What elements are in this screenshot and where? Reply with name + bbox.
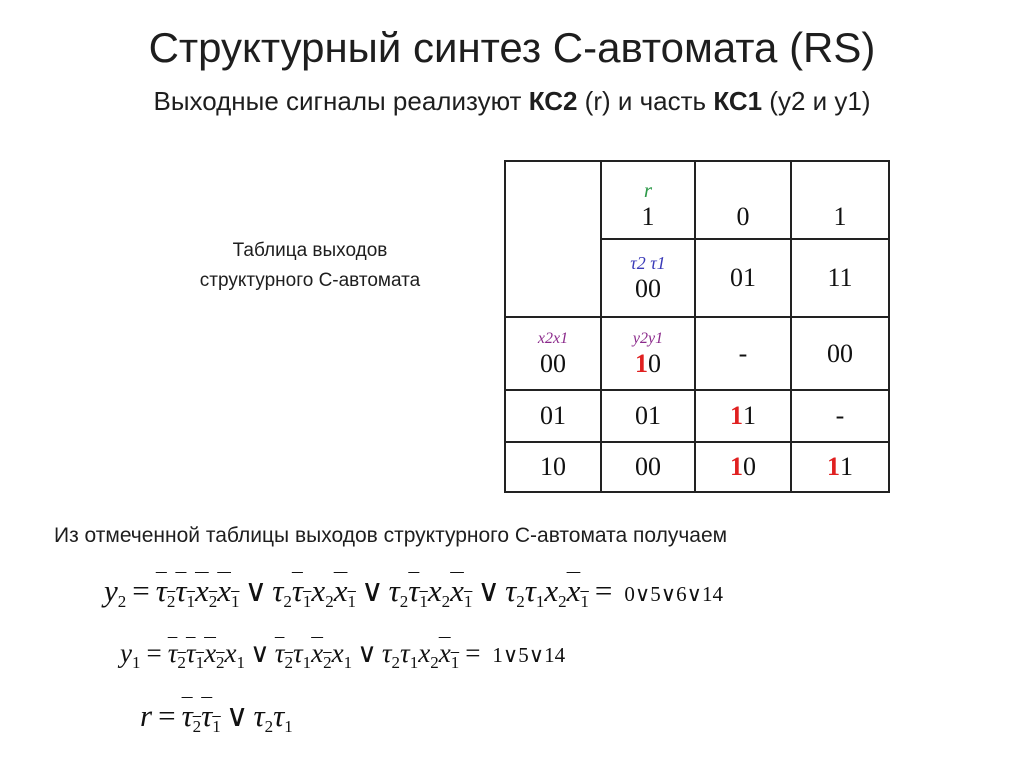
slide-subtitle: [0, 86, 1024, 117]
output-highlight: 1: [730, 401, 743, 430]
subtitle-kc2: КС2: [528, 86, 578, 116]
output-rest: 0: [648, 348, 661, 378]
output-highlight: 1: [635, 348, 648, 378]
r-label: r: [643, 178, 653, 202]
output-highlight: 1: [827, 452, 840, 481]
table-caption: [140, 236, 480, 296]
input-code-0: 00: [540, 348, 566, 378]
caption-line-2: структурного С-автомата: [199, 270, 421, 291]
caption-line-1: Таблица выходов: [232, 240, 388, 261]
tau-label: τ2 τ1: [630, 253, 666, 273]
output-cell: [695, 317, 791, 390]
state-code-1: 01: [730, 263, 756, 292]
table-row: [505, 317, 889, 390]
output-rest: 01: [635, 401, 661, 430]
formula-y2-result: 0∨5∨6∨14: [624, 582, 723, 606]
state-cell-2: [791, 239, 889, 317]
subtitle-text-2: (r) и часть: [577, 86, 714, 116]
outputs-table: [504, 160, 890, 493]
table-header-row-r: [505, 161, 889, 239]
state-cell-0: [601, 239, 695, 317]
derivation-intro: Из отмеченной таблицы выходов структурного С-автомата получаем: [54, 524, 728, 547]
input-cell-2: [505, 442, 601, 492]
input-cell-1: [505, 390, 601, 442]
r-value-1: 0: [736, 202, 750, 231]
output-rest: 1: [840, 452, 853, 481]
x-label: x2x1: [537, 329, 569, 347]
formula-y1: $y_1 = \tau_2\tau_1x_2x_1$ ∨ $\tau_2\tau_1x_2x_1$ ∨ $\tau_2\tau_1x_2x_1$ = 1∨5∨14: [120, 638, 566, 672]
output-highlight: 1: [730, 452, 743, 481]
subtitle-kc1: КС1: [713, 86, 763, 116]
table-row: [505, 390, 889, 442]
output-cell: [695, 390, 791, 442]
output-cell: [601, 390, 695, 442]
r-value-2: 1: [833, 202, 847, 231]
output-cell: [791, 317, 889, 390]
subtitle-text-3: (y2 и y1): [762, 86, 871, 116]
input-code-2: 10: [540, 452, 566, 481]
input-code-1: 01: [540, 401, 566, 430]
formula-y2: $y_2 = \tau_2\tau_1x_2x_1$ ∨ $\tau_2\tau_1x_2x_1$ ∨ $\tau_2\tau_1x_2x_1$ ∨ $\tau_2\tau_1x_2x_1$ = 0∨5∨6∨14: [104, 573, 723, 611]
output-cell: [695, 442, 791, 492]
table-row: [505, 442, 889, 492]
output-rest: 1: [743, 401, 756, 430]
state-code-2: 11: [827, 263, 853, 292]
y-label: y2y1: [632, 329, 664, 347]
output-cell: [791, 442, 889, 492]
output-rest: 0: [743, 452, 756, 481]
output-rest: 00: [827, 338, 853, 368]
output-rest: 00: [635, 452, 661, 481]
r-cell-1: [695, 161, 791, 239]
r-cell-0: [601, 161, 695, 239]
formula-y1-result: 1∨5∨14: [492, 643, 566, 667]
output-rest: -: [738, 338, 748, 368]
formula-r: $r = \tau_2\tau_1$ ∨ $\tau_2\tau_1$: [140, 698, 293, 736]
slide-title: Структурный синтез С-автомата (RS): [148, 24, 876, 71]
state-cell-1: [695, 239, 791, 317]
output-cell: [791, 390, 889, 442]
corner-cell: [505, 161, 601, 317]
r-value-0: 1: [641, 202, 655, 231]
output-rest: -: [835, 401, 845, 430]
input-cell-0: [505, 317, 601, 390]
output-cell: [601, 317, 695, 390]
output-cell: [601, 442, 695, 492]
r-cell-2: [791, 161, 889, 239]
state-code-0: 00: [635, 274, 661, 303]
subtitle-text-1: Выходные сигналы реализуют: [153, 86, 529, 116]
